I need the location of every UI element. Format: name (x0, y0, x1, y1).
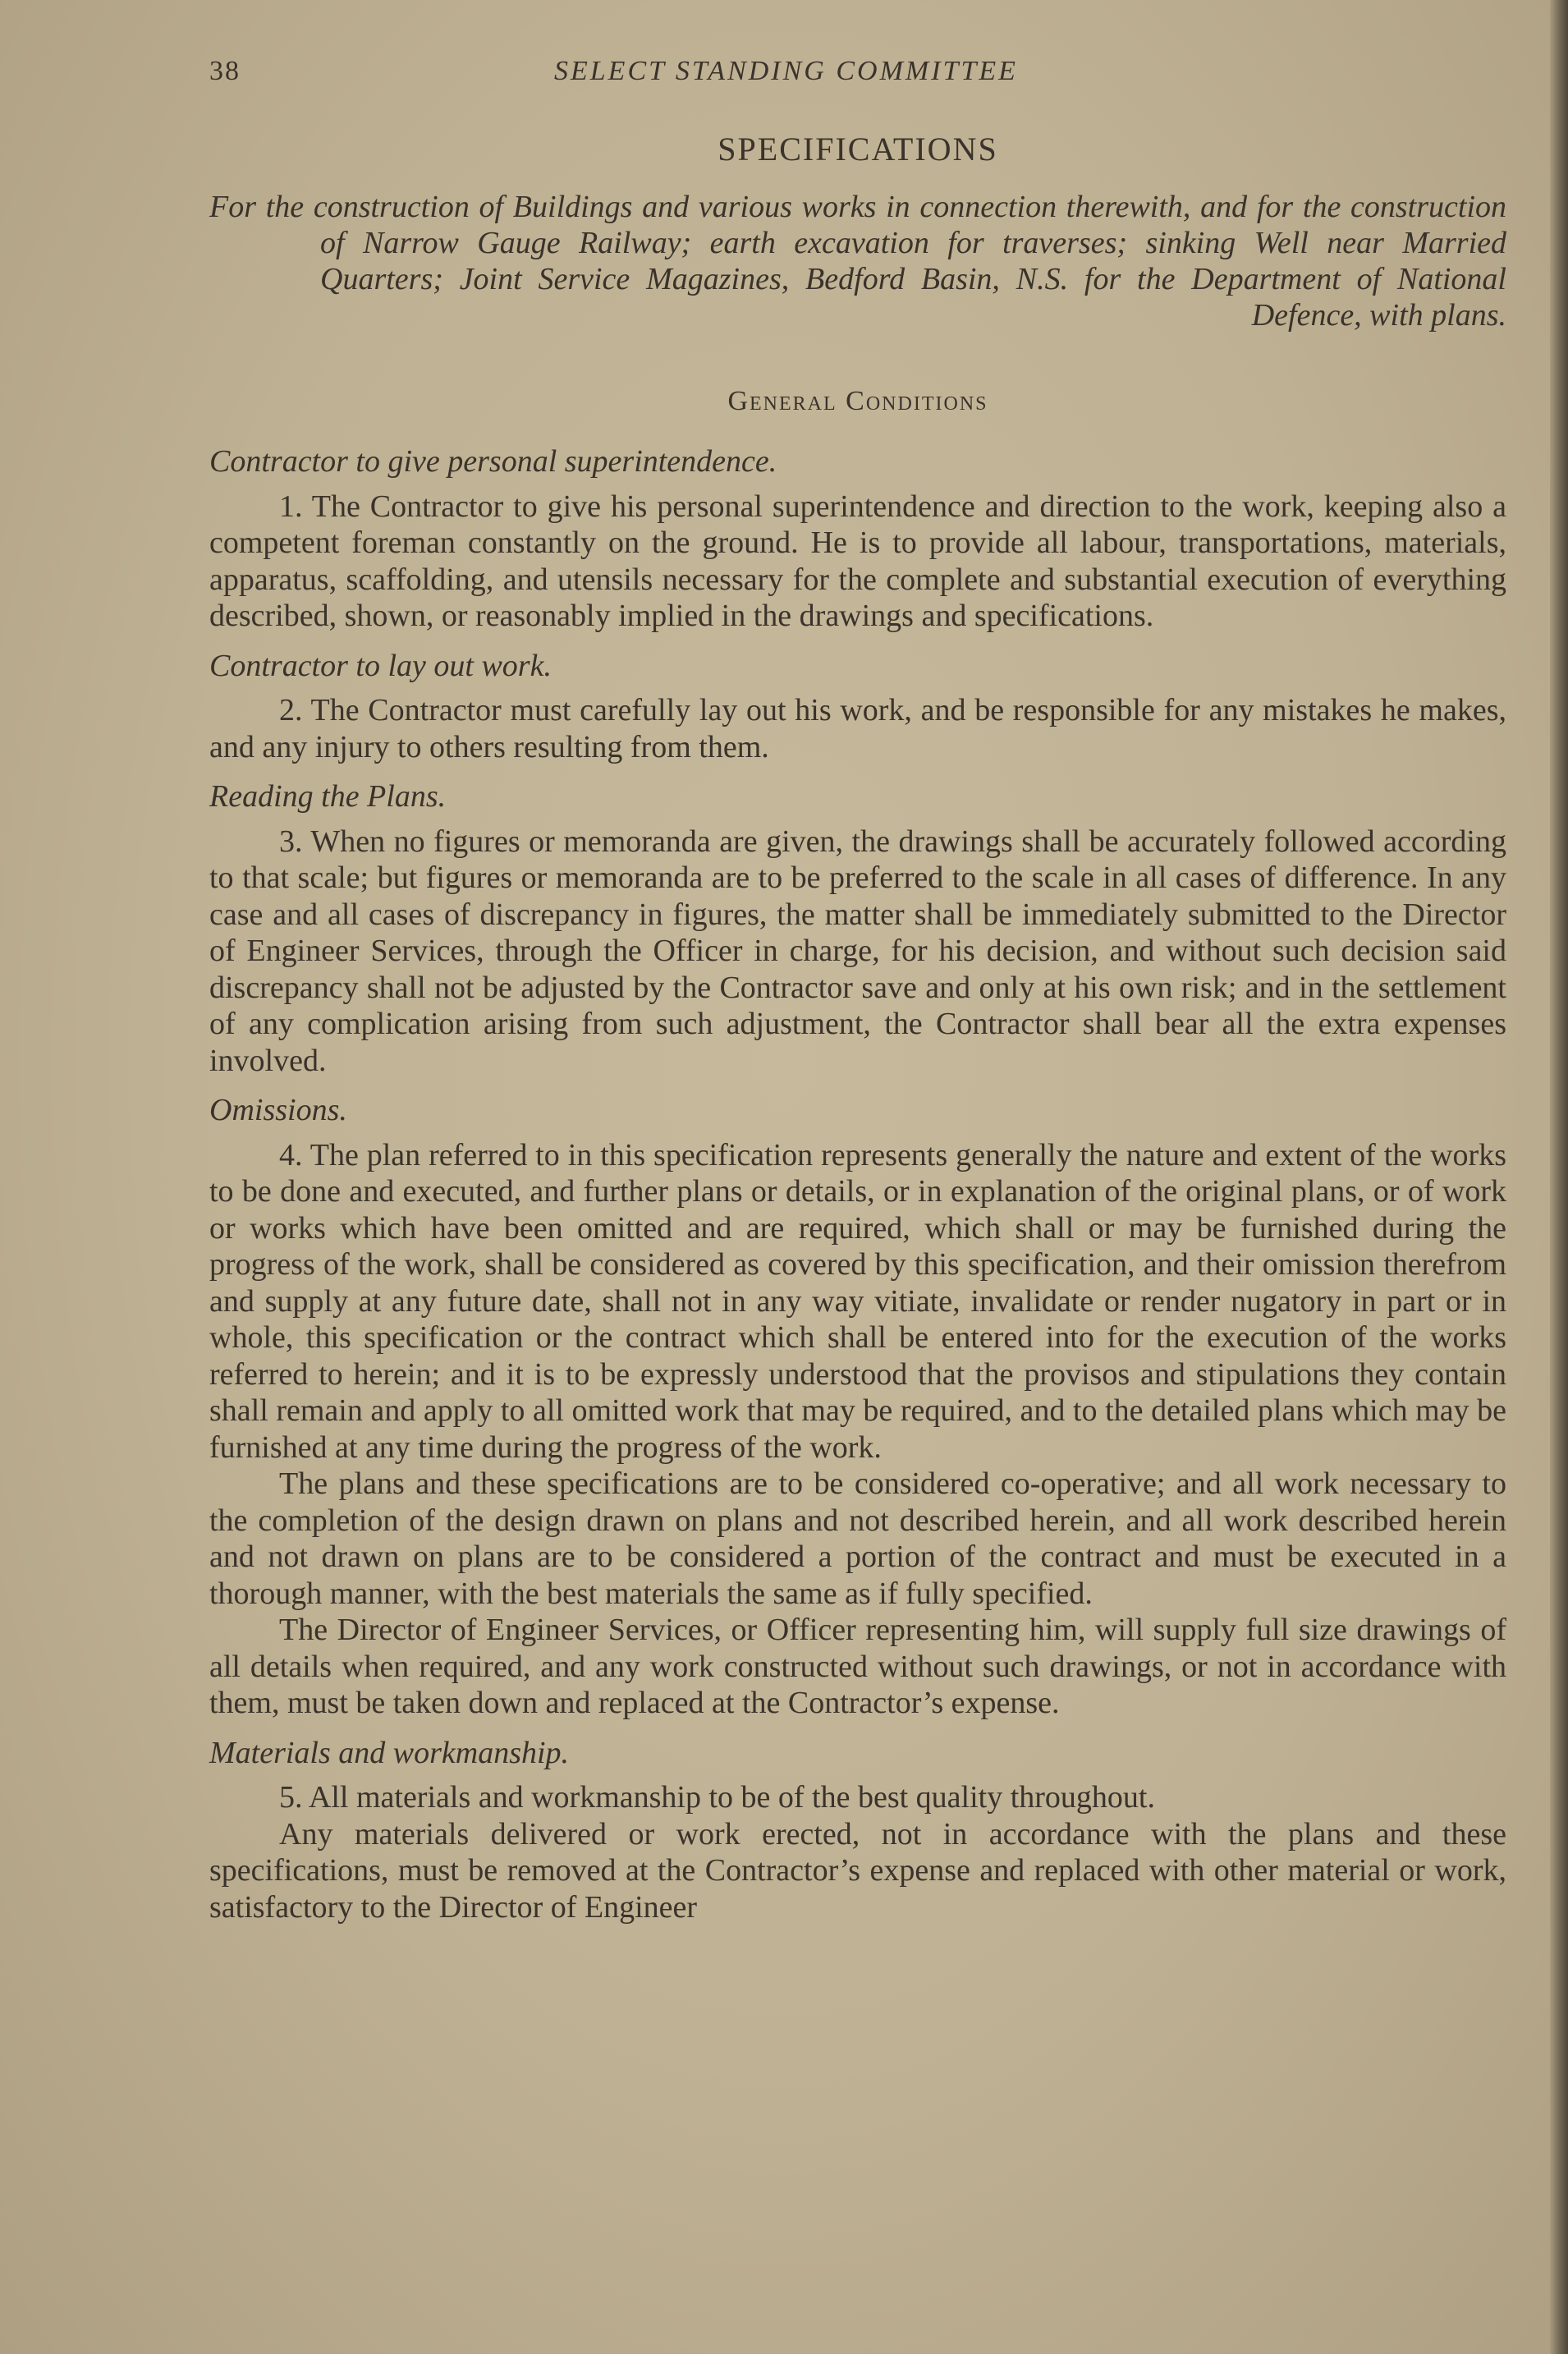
paragraph-4-drawings: The Director of Engineer Services, or Officer representing him, will supply full size drawings of all details when required, and any work constructed without such drawings, or not in accordance with them, must be taken down and replaced at the Contractor’s expense. (209, 1613, 1506, 1720)
section-personal-superintendence (209, 443, 1506, 635)
section-heading-omissions: Omissions. (209, 1093, 347, 1127)
section-heading-reading-plans: Reading the Plans. (209, 779, 447, 814)
paragraph-1: 1. The Contractor to give his personal superintendence and direction to the work, keeping also a competent foreman constantly on the ground. He is to provide all labour, transportations, materials, apparatus, scaffolding, and utensils necessary for the complete and substantial execution of everything described, shown, or reasonably implied in the drawings and specifications. (209, 489, 1506, 633)
section-lay-out-work (209, 648, 1506, 766)
document-title: SPECIFICATIONS (718, 131, 998, 167)
paragraph-4: 4. The plan referred to in this specification represents generally the nature and extent of the works to be done and executed, and further plans or details, or in explanation of the original plans, or of work or works which have been omitted and are required, which shall or may be furnished during the progress of the work, shall be considered as covered by this specification, and their omission therefrom and supply at any future date, shall not in any way vitiate, invalidate or render nugatory in part or in whole, this specification or the contract which shall be entered into for the execution of the works referred to herein; and it is to be expressly understood that the provisos and stipulations they contain shall remain and apply to all omitted work that may be required, and to the detailed plans which may be furnished at any time during the progress of the work. (209, 1137, 1506, 1465)
section-omissions (209, 1092, 1506, 1722)
intro-paragraph: For the construction of Buildings and various works in connection therewith, and for the construction of Narrow Gauge Railway; earth excavation for traverses; sinking Well near Married Quarters; Joint Service Magazines, Bedford Basin, N.S. for the Department of National Defence, with plans. (209, 190, 1506, 333)
paragraph-3: 3. When no figures or memoranda are given, the drawings shall be accurately followed according to that scale; but figures or memoranda are to be preferred to the scale in all cases of difference. In any case and all cases of discrepancy in figures, the matter shall be immediately submitted to the Director of Engineer Services, through the Officer in charge, for his decision, and without such decision said discrepancy shall not be adjusted by the Contractor save and only at his own risk; and in the settlement of any complication arising from such adjustment, the Contractor shall bear all the extra expenses involved. (209, 824, 1506, 1078)
section-reading-plans (209, 778, 1506, 1079)
paragraph-5: 5. All materials and workmanship to be of the best quality throughout. (279, 1780, 1155, 1815)
section-heading-personal-superintendence: Contractor to give personal superintendence. (209, 444, 777, 479)
section-materials-workmanship (209, 1735, 1506, 1926)
paragraph-2: 2. The Contractor must carefully lay out his work, and be responsible for any mistakes he makes, and any injury to others resulting from them. (209, 693, 1506, 764)
document-body (209, 443, 1506, 1939)
paragraph-4-cooperative: The plans and these specifications are to be considered co-operative; and all work necessary to the completion of the design drawn on plans and not described herein, and all work described herein and not drawn on plans are to be considered a portion of the contract and must be executed in a thorough manner, with the best materials the same as if fully specified. (209, 1466, 1506, 1611)
section-heading-materials-workmanship: Materials and workmanship. (209, 1735, 570, 1770)
running-head: SELECT STANDING COMMITTEE (554, 56, 1018, 86)
section-heading: General Conditions (727, 386, 988, 416)
page-edge-shadow (1550, 0, 1568, 2354)
section-heading-lay-out-work: Contractor to lay out work. (209, 648, 552, 683)
page-number: 38 (209, 56, 241, 86)
paragraph-5-removal: Any materials delivered or work erected, not in accordance with the plans and these specifications, must be removed at the Contractor’s expense and replaced with other material or work, satisfactory to the Director of Engineer (209, 1816, 1506, 1925)
